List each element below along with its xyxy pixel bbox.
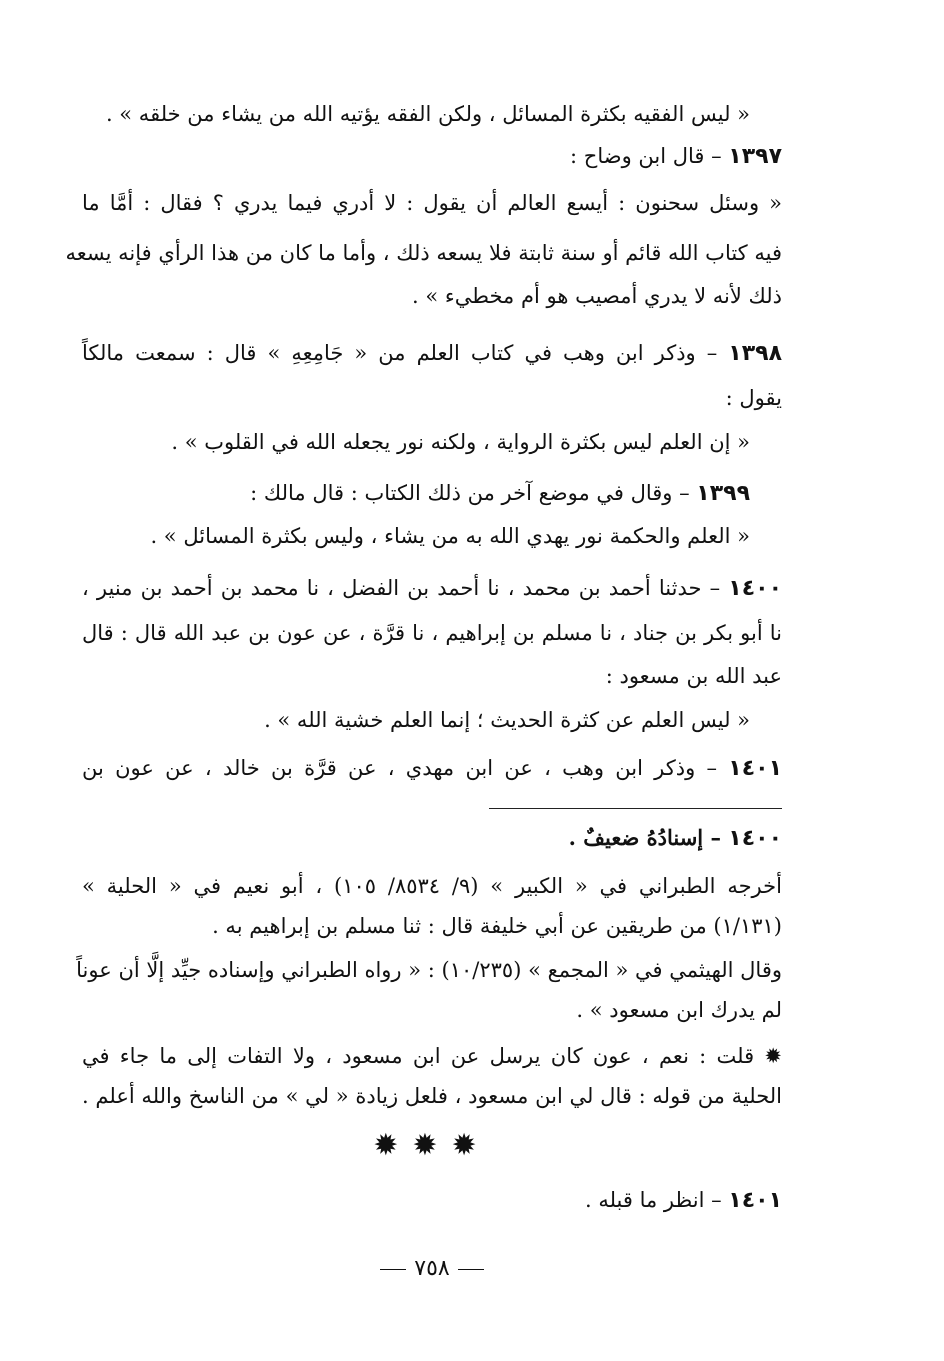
footnote-line: لم يدرك ابن مسعود » . (576, 998, 782, 1022)
star-separator-icon: ✹✹✹ (373, 1128, 491, 1163)
footnote-comment-line: ✹ قلت : نعم ، عون كان يرسل عن ابن مسعود ، ولا التفات إلى ما جاء في (82, 1044, 782, 1068)
footnote-1401-line: ١٤٠١ – انظر ما قبله . (585, 1188, 782, 1213)
footnote-line: الحلية من قوله : قال لي ابن مسعود ، فلعل زيادة « لي » من الناسخ والله أعلم . (82, 1084, 782, 1108)
footnote-line: (١/١٣١) من طريقين عن أبي خليفة قال : ثنا مسلم بن إبراهيم به . (212, 914, 782, 938)
hadith-number: ١٣٩٧ (728, 144, 782, 169)
hadith-number: ١٣٩٨ (728, 341, 782, 366)
footnote-1400-heading: ١٤٠٠ – إسنادُهُ ضعيفٌ . (568, 825, 782, 851)
quote-line: « ليس العلم عن كثرة الحديث ؛ إنما العلم خشية الله » . (264, 708, 750, 732)
book-page (65, 96, 782, 1296)
page-number: ٧٥٨ (82, 1256, 782, 1281)
footnote-number: ١٤٠١ (728, 1188, 782, 1213)
hadith-1401-line: ١٤٠١ – وذكر ابن وهب ، عن ابن مهدي ، عن قرَّة بن خالد ، عن عون بن (82, 756, 782, 781)
hadith-number: ١٤٠١ (728, 756, 782, 781)
text-line: يقول : (725, 386, 782, 410)
quote-line: « إن العلم ليس بكثرة الرواية ، ولكنه نور يجعله الله في القلوب » . (171, 430, 750, 454)
quote-line: « ليس الفقيه بكثرة المسائل ، ولكن الفقه يؤتيه الله من يشاء من خلقه » . (105, 102, 750, 126)
hadith-1398-line: ١٣٩٨ – وذكر ابن وهب في كتاب العلم من « جَامِعِهِ » قال : سمعت مالكاً (82, 341, 782, 366)
text-line: نا أبو بكر بن جناد ، نا مسلم بن إبراهيم ، نا قرَّة ، عن عون بن عبد الله قال : قال (82, 621, 782, 645)
quote-line: « العلم والحكمة نور يهدي الله به من يشاء ، وليس بكثرة المسائل » . (150, 524, 750, 548)
hadith-number: ١٤٠٠ (728, 576, 782, 601)
text-line: « وسئل سحنون : أيسع العالم أن يقول : لا أدري فيما يدري ؟ فقال : أمَّا ما (82, 191, 782, 215)
hadith-number: ١٣٩٩ (696, 481, 750, 506)
footnote-number: ١٤٠٠ (728, 826, 782, 851)
footnote-line: وقال الهيثمي في « المجمع » (١٠/٢٣٥) : « رواه الطبراني وإسناده جيِّد إلَّا أن عوناً (76, 958, 782, 982)
hadith-1399-line: ١٣٩٩ – وقال في موضع آخر من ذلك الكتاب : قال مالك : (250, 481, 750, 506)
hadith-1400-line: ١٤٠٠ – حدثنا أحمد بن محمد ، نا أحمد بن الفضل ، نا محمد بن أحمد بن منير ، (82, 576, 782, 601)
footnote-divider (489, 808, 782, 809)
text-line: فيه كتاب الله قائم أو سنة ثابتة فلا يسعه ذلك ، وأما ما كان من هذا الرأي فإنه يسعه (65, 241, 782, 265)
text-line: ذلك لأنه لا يدري أمصيب هو أم مخطيء » . (412, 284, 782, 308)
footnote-line: أخرجه الطبراني في « الكبير » (٩/ ٨٥٣٤/ ١٠٥) ، أبو نعيم في « الحلية » (82, 874, 782, 898)
text-line: عبد الله بن مسعود : (605, 664, 782, 688)
hadith-1397-line: ١٣٩٧ – قال ابن وضاح : (570, 144, 782, 169)
